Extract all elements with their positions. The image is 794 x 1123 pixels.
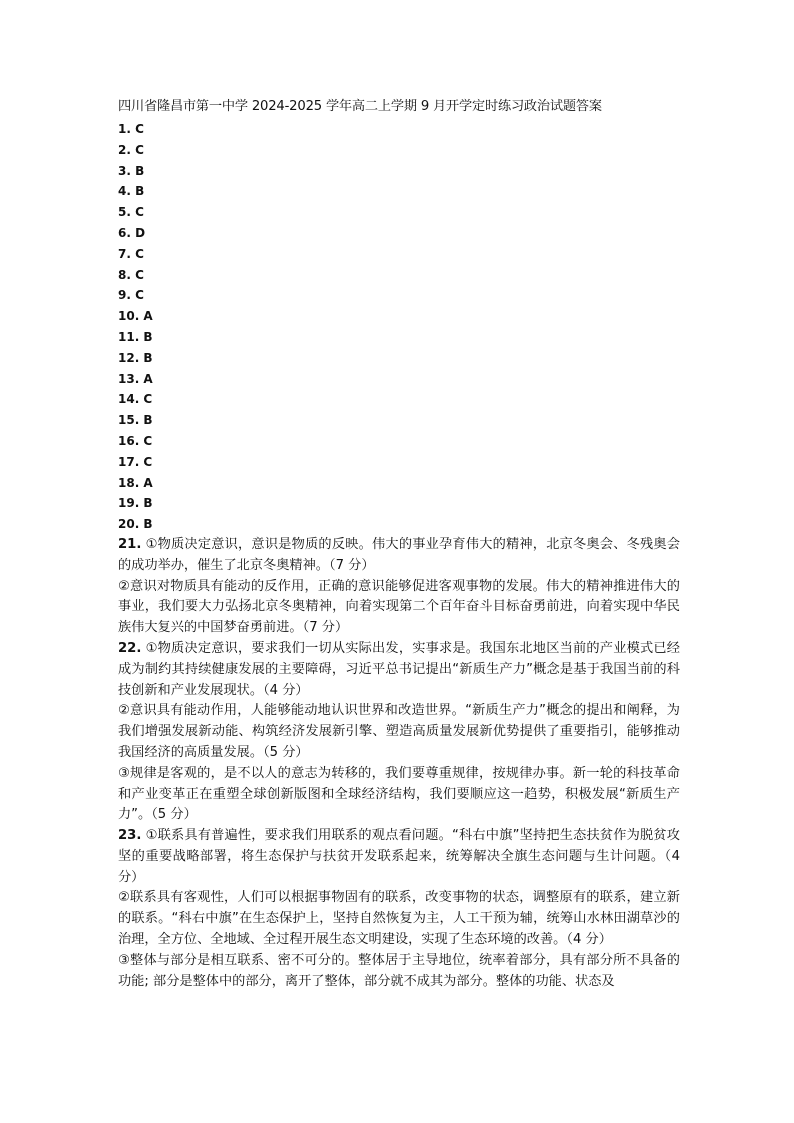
answer-item: 10. A xyxy=(118,309,153,324)
question-23 xyxy=(118,826,680,992)
answer-paragraph: ③整体与部分是相互联系、密不可分的。整体居于主导地位，统率着部分，具有部分所不具备的功能; 部分是整体中的部分，离开了整体，部分就不成其为部分。整体的功能、状态及 xyxy=(118,952,680,989)
answer-item: 4. B xyxy=(118,184,145,199)
question-number: 23. xyxy=(118,828,142,844)
answer-item: 7. C xyxy=(118,246,144,261)
answer-item: 15. B xyxy=(118,413,153,428)
answer-item: 13. A xyxy=(118,371,153,386)
answer-paragraph xyxy=(118,639,680,701)
paragraph-text: ①联系具有普遍性，要求我们用联系的观点看问题。“科右中旗”坚持把生态扶贫作为脱贫攻坚的重要战略部署，将生态保护与扶贫开发联系起来，统筹解决全旗生态问题与生计问题。（4 分） xyxy=(118,828,680,885)
answer-item: 5. C xyxy=(118,205,144,220)
answer-paragraph: ②联系具有客观性，人们可以根据事物固有的联系，改变事物的状态，调整原有的联系，建立新的联系。“科右中旗”在生态保护上，坚持自然恢复为主，人工干预为辅，统筹山水林田湖草沙的治理，全方位、全地域、全过程开展生态文明建设，实现了生态环境的改善。（4 分） xyxy=(118,890,680,948)
paragraph-text: ①物质决定意识，意识是物质的反映。伟大的事业孕育伟大的精神，北京冬奥会、冬残奥会的成功举办，催生了北京冬奥精神。（7 分） xyxy=(118,536,680,573)
question-21 xyxy=(118,535,680,639)
answer-item: 12. B xyxy=(118,350,153,365)
answer-item: 11. B xyxy=(118,329,153,344)
answer-paragraph: ②意识具有能动作用，人能够能动地认识世界和改造世界。“新质生产力”概念的提出和阐释，为我们增强发展新动能、构筑经济发展新引擎、塑造高质量发展新优势提供了重要指引，能够推动我国经济的高质量发展。（5 分） xyxy=(118,703,680,760)
answer-paragraph xyxy=(118,535,680,577)
paragraph-text: ①物质决定意识，要求我们一切从实际出发，实事求是。我国东北地区当前的产业模式已经成为制约其持续健康发展的主要障碍，习近平总书记提出“新质生产力”概念是基于我国当前的科技创新和产业发展现状。（4 分） xyxy=(118,640,680,698)
question-number: 21. xyxy=(118,536,142,552)
answer-paragraph xyxy=(118,826,680,888)
answer-item: 1. C xyxy=(118,122,144,136)
answer-item: 9. C xyxy=(118,288,144,303)
answer-list xyxy=(118,119,680,535)
answer-item: 6. D xyxy=(118,225,146,240)
question-number: 22. xyxy=(118,640,142,656)
answer-item: 14. C xyxy=(118,392,153,407)
answer-item: 20. B xyxy=(118,517,153,532)
answer-paragraph: ②意识对物质具有能动的反作用，正确的意识能够促进客观事物的发展。伟大的精神推进伟大的事业，我们要大力弘扬北京冬奥精神，向着实现第二个百年奋斗目标奋勇前进，向着实现中华民族伟大复兴的中国梦奋勇前进。（7 分） xyxy=(118,578,680,636)
answer-document xyxy=(118,95,680,992)
answer-paragraph: ③规律是客观的，是不以人的意志为转移的，我们要尊重规律，按规律办事。新一轮的科技革命和产业变革正在重塑全球创新版图和全球经济结构，我们要顺应这一趋势，积极发展“新质生产力”。（5 分） xyxy=(118,765,680,823)
answer-item: 17. C xyxy=(118,454,153,469)
answer-item: 19. B xyxy=(118,496,153,511)
answer-item: 8. C xyxy=(118,267,144,282)
answer-item: 16. C xyxy=(118,433,153,448)
answer-item: 3. B xyxy=(118,163,145,178)
answer-item: 2. C xyxy=(118,142,144,157)
answer-item: 18. A xyxy=(118,475,153,490)
question-22 xyxy=(118,639,680,826)
document-title: 四川省隆昌市第一中学 2024-2025 学年高二上学期 9 月开学定时练习政治试题答案 xyxy=(118,99,602,114)
